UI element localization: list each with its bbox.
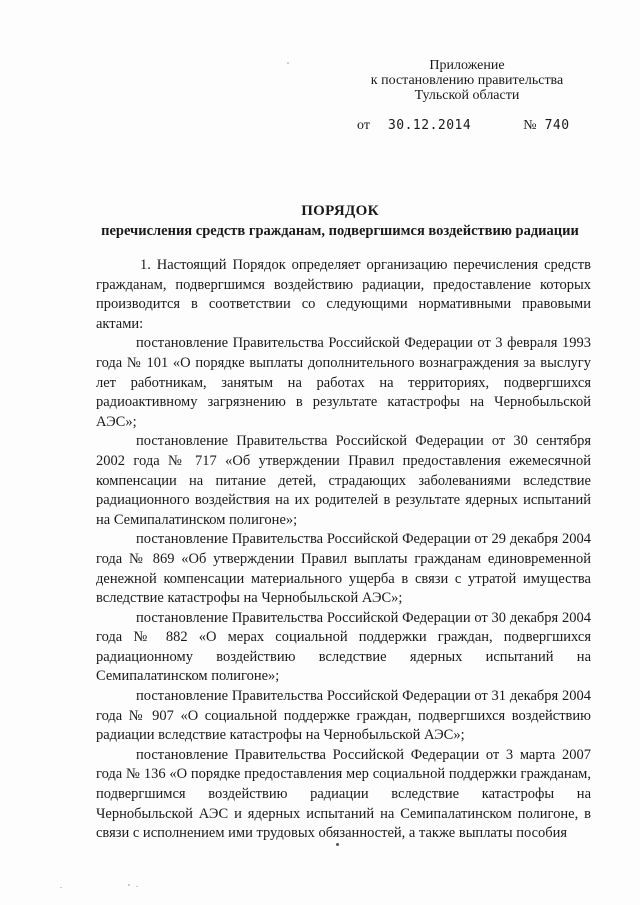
appendix-line-2: к постановлению правительства [370, 73, 564, 88]
scan-mark [336, 843, 339, 846]
paragraph-1: 1. Настоящий Порядок определяет организацию перечисления средств гражданам, подвергшимся воздействию радиации, предоставление которых производится в соответствии со следующими нормативными правовыми актами: [96, 257, 591, 332]
scan-speck [136, 886, 138, 887]
paragraph-2: постановление Правительства Российской Федерации от 3 февраля 1993 года № 101 «О порядке выплаты дополнительного вознаграждения за выслугу лет работникам, занятым на работах на территориях, подвергшихся радиоактивному загрязнению в результате катастрофы на Чернобыльской АЭС»; [96, 335, 591, 430]
document-body [96, 256, 591, 844]
document-number: 740 [544, 118, 570, 133]
document-reference [357, 118, 570, 134]
scan-speck [287, 62, 289, 64]
paragraph-5: постановление Правительства Российской Федерации от 30 декабря 2004 года № 882 «О мерах социальной поддержки граждан, подвергшихся радиационному воздействию вследствие ядерных испытаний на Семипалатинском полигоне»; [96, 609, 591, 685]
paragraph-4: постановление Правительства Российской Федерации от 29 декабря 2004 года № 869 «Об утверждении Правил выплаты гражданам единовременной денежной компенсации материального ущерба в связи с утратой имущества вследствие катастрофы на Чернобыльской АЭС»; [96, 531, 591, 607]
date-label: от [357, 118, 370, 133]
scan-speck [60, 887, 62, 888]
scan-speck [128, 884, 130, 886]
number-label: № [523, 118, 537, 133]
paragraph-6: постановление Правительства Российской Федерации от 31 декабря 2004 года № 907 «О социальной поддержке граждан, подвергшихся воздействию радиации вследствие катастрофы на Чернобыльской АЭС»; [96, 688, 591, 744]
paragraph-7: постановление Правительства Российской Федерации от 3 марта 2007 года № 136 «О порядке предоставления мер социальной поддержки гражданам, подвергшимся воздействию радиации вследствие катастрофы на Чернобыльской АЭС и ядерных испытаний на Семипалатинском полигоне, в связи с исполнением ими трудовых обязанностей, а также выплаты пособия [96, 746, 591, 842]
document-subtitle: перечисления средств гражданам, подвергшимся воздействию радиации [101, 223, 579, 239]
appendix-line-3: Тульской области [414, 88, 520, 103]
appendix-header [352, 58, 582, 103]
document-title: ПОРЯДОК [301, 203, 379, 219]
document-date: 30.12.2014 [387, 118, 472, 133]
appendix-line-1: Приложение [429, 58, 505, 73]
paragraph-3: постановление Правительства Российской Федерации от 30 сентября 2002 года № 717 «Об утверждении Правил предоставления ежемесячной компенсации на питание детей, страдающих заболеваниями вследствие радиационного воздействия на их родителей в результате ядерных испытаний на Семипалатинском полигоне»; [96, 433, 591, 528]
